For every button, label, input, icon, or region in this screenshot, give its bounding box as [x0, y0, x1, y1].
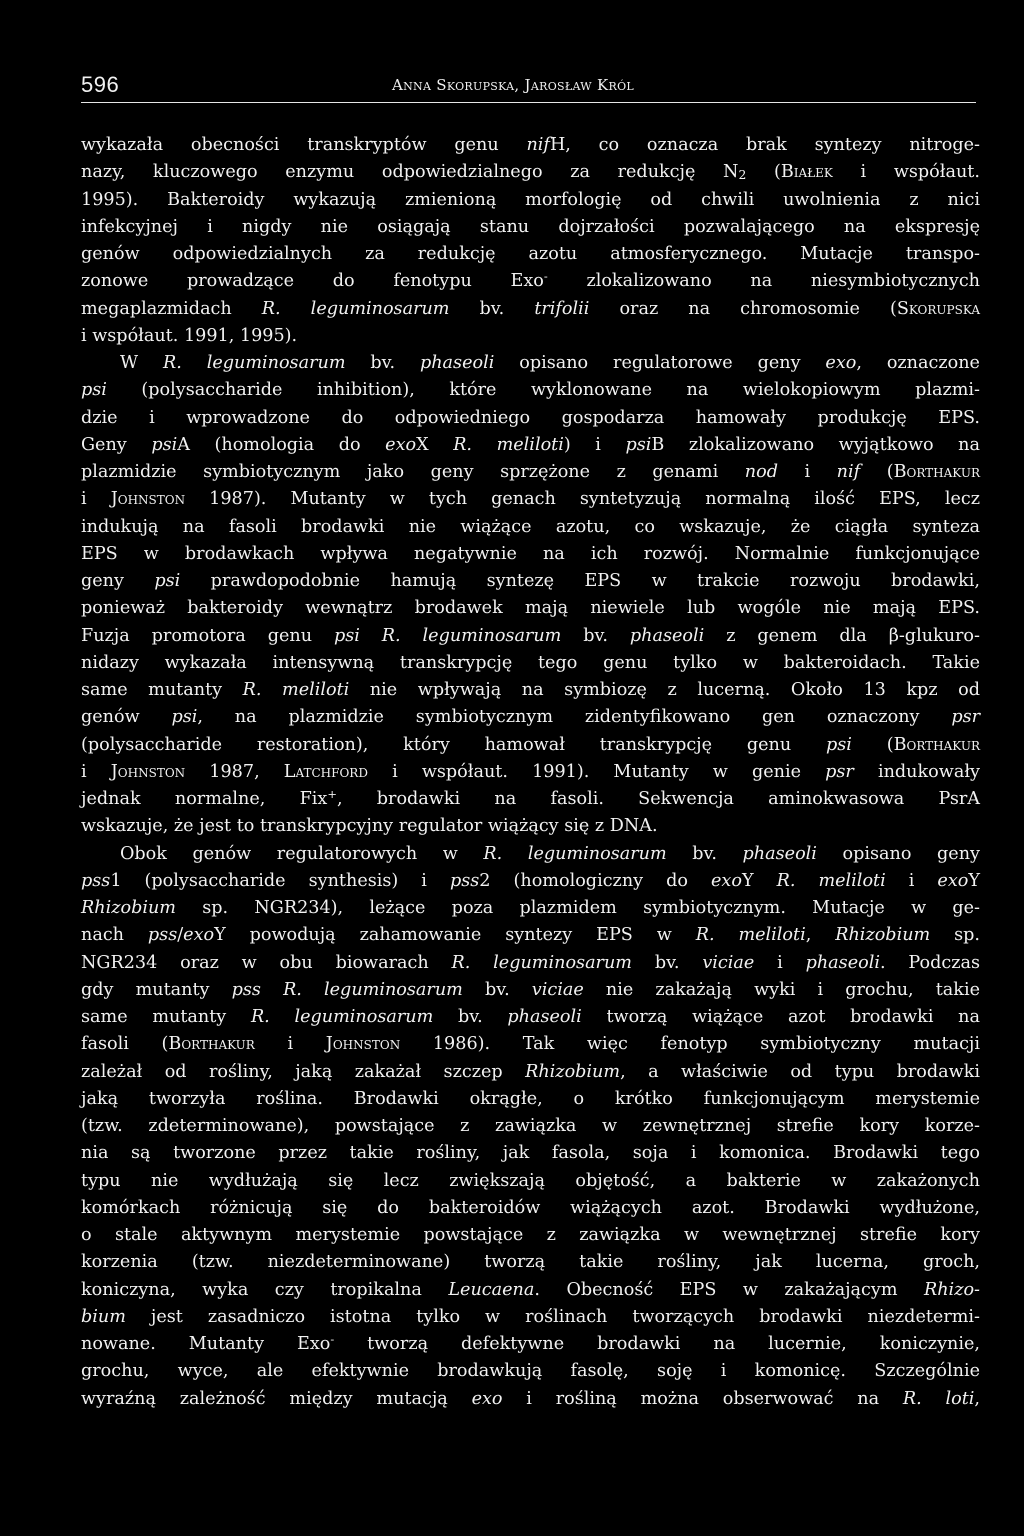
- text-line: pss1 (polysaccharide synthesis) i pss2 (homologiczny do exoY R. meliloti i exoY: [81, 870, 980, 891]
- text-line: plazmidzie symbiotycznym jako geny sprzężone z genami nod i nif (Borthakur: [81, 462, 980, 482]
- text-line: psi (polysaccharide inhibition), które wyklonowane na wielokopiowym plazmi-: [81, 380, 980, 401]
- text-line: nidazy wykazała intensywną transkrypcję tego genu tylko w bakteroidach. Takie: [81, 652, 980, 673]
- text-line: Obok genów regulatorowych w R. leguminosarum bv. phaseoli opisano geny: [120, 843, 980, 864]
- running-head-authors: Anna Skorupska, Jarosław Król: [392, 76, 634, 94]
- text-line: nowane. Mutanty Exo- tworzą defektywne brodawki na lucernie, koniczynie,: [81, 1332, 980, 1354]
- text-line: i Johnston 1987, Latchford i współaut. 1991). Mutanty w genie psr indukowały: [81, 761, 980, 782]
- text-line: NGR234 oraz w obu biowarach R. leguminosarum bv. viciae i phaseoli. Podczas: [81, 952, 981, 973]
- text-line: o stale aktywnym merystemie powstające z zawiązka w wewnętrznej strefie kory: [81, 1225, 980, 1245]
- text-line: zonowe prowadzące do fenotypu Exo- zlokalizowano na niesymbiotycznych: [81, 269, 980, 292]
- text-line: koniczyna, wyka czy tropikalna Leucaena. Obecność EPS w zakażającym Rhizo-: [81, 1279, 980, 1300]
- text-line: korzenia (tzw. niezdeterminowane) tworzą takie rośliny, jak lucerna, groch,: [81, 1252, 980, 1273]
- text-line: wyraźną zależność między mutacją exo i rośliną można obserwować na R. loti,: [81, 1388, 981, 1409]
- text-line: Fuzja promotora genu psi R. leguminosarum bv. phaseoli z genem dla β-glukuro-: [81, 625, 980, 646]
- text-line: wskazuje, że jest to transkrypcyjny regulator wiążący się z DNA.: [81, 816, 658, 837]
- text-line: typu nie wydłużają się lecz zwiększają objętość, a bakterie w zakażonych: [81, 1170, 980, 1191]
- text-line: W R. leguminosarum bv. phaseoli opisano regulatorowe geny exo, oznaczone: [120, 353, 980, 373]
- text-line: Geny psiA (homologia do exoX R. meliloti) i psiB zlokalizowano wyjątkowo na: [81, 434, 980, 455]
- text-line: genów odpowiedzialnych za redukcję azotu atmosferycznego. Mutacje transpo-: [81, 244, 980, 264]
- text-line: genów psi, na plazmidzie symbiotycznym zidentyfikowano gen oznaczony psr: [81, 707, 981, 728]
- text-line: dzie i wprowadzone do odpowiedniego gospodarza hamowały produkcję EPS.: [81, 407, 980, 428]
- text-line: bium jest zasadniczo istotna tylko w roślinach tworzących brodawki niezdetermi-: [81, 1306, 980, 1327]
- text-line: nazy, kluczowego enzymu odpowiedzialnego za redukcję $N_2$ (Białek i współaut.: [81, 162, 980, 183]
- text-line: i współaut. 1991, 1995).: [81, 325, 298, 346]
- text-line: Rhizobium sp. NGR234), leżące poza plazmidem symbiotycznym. Mutacje w ge-: [81, 898, 980, 918]
- text-line: ponieważ bakteroidy wewnątrz brodawek mają niewiele lub wogóle nie mają EPS.: [81, 598, 980, 619]
- running-header: [81, 72, 976, 103]
- text-line: jednak normalne, Fix+, brodawki na fasoli. Sekwencja aminokwasowa PsrA: [81, 787, 981, 809]
- text-line: jaką tworzyła roślina. Brodawki okrągłe, o krótko funkcjonującym merystemie: [81, 1088, 980, 1109]
- text-line: gdy mutanty pss R. leguminosarum bv. viciae nie zakażają wyki i grochu, takie: [81, 979, 980, 1000]
- text-line: i Johnston 1987). Mutanty w tych genach syntetyzują normalną ilość EPS, lecz: [81, 489, 980, 510]
- text-line: (polysaccharide restoration), który hamował transkrypcję genu psi (Borthakur: [81, 734, 980, 755]
- text-line: nia są tworzone przez takie rośliny, jak fasola, soja i komonica. Brodawki tego: [81, 1143, 980, 1164]
- text-line: grochu, wyce, ale efektywnie brodawkują fasolę, soję i komonicę. Szczególnie: [81, 1361, 980, 1382]
- text-line: zależał od rośliny, jaką zakażał szczep Rhizobium, a właściwie od typu brodawki: [81, 1061, 981, 1082]
- text-line: komórkach różnicują się do bakteroidów wiążących azot. Brodawki wydłużone,: [81, 1197, 980, 1218]
- text-line: infekcyjnej i nigdy nie osiągają stanu dojrzałości pozwalającego na ekspresję: [81, 216, 980, 237]
- text-line: megaplazmidach R. leguminosarum bv. trifolii oraz na chromosomie (Skorupska: [81, 298, 980, 319]
- page-number: 596: [81, 72, 120, 97]
- body-text: [81, 132, 980, 1413]
- text-line: wykazała obecności transkryptów genu nifH, co oznacza brak syntezy nitroge-: [81, 135, 980, 155]
- text-line: EPS w brodawkach wpływa negatywnie na ich rozwój. Normalnie funkcjonujące: [81, 543, 980, 564]
- text-line: same mutanty R. leguminosarum bv. phaseoli tworzą wiążące azot brodawki na: [81, 1007, 980, 1027]
- text-line: indukują na fasoli brodawki nie wiążące azotu, co wskazuje, że ciągła synteza: [81, 516, 980, 537]
- text-line: same mutanty R. meliloti nie wpływają na symbiozę z lucerną. Około 13 kpz od: [81, 680, 980, 700]
- text-line: fasoli (Borthakur i Johnston 1986). Tak więc fenotyp symbiotyczny mutacji: [81, 1034, 981, 1055]
- text-line: (tzw. zdeterminowane), powstające z zawiązka w zewnętrznej strefie kory korze-: [81, 1116, 980, 1136]
- text-line: nach pss/exoY powodują zahamowanie syntezy EPS w R. meliloti, Rhizobium sp.: [81, 925, 980, 946]
- text-line: 1995). Bakteroidy wykazują zmienioną morfologię od chwili uwolnienia z nici: [81, 189, 980, 210]
- text-line: geny psi prawdopodobnie hamują syntezę EPS w trakcie rozwoju brodawki,: [81, 571, 980, 591]
